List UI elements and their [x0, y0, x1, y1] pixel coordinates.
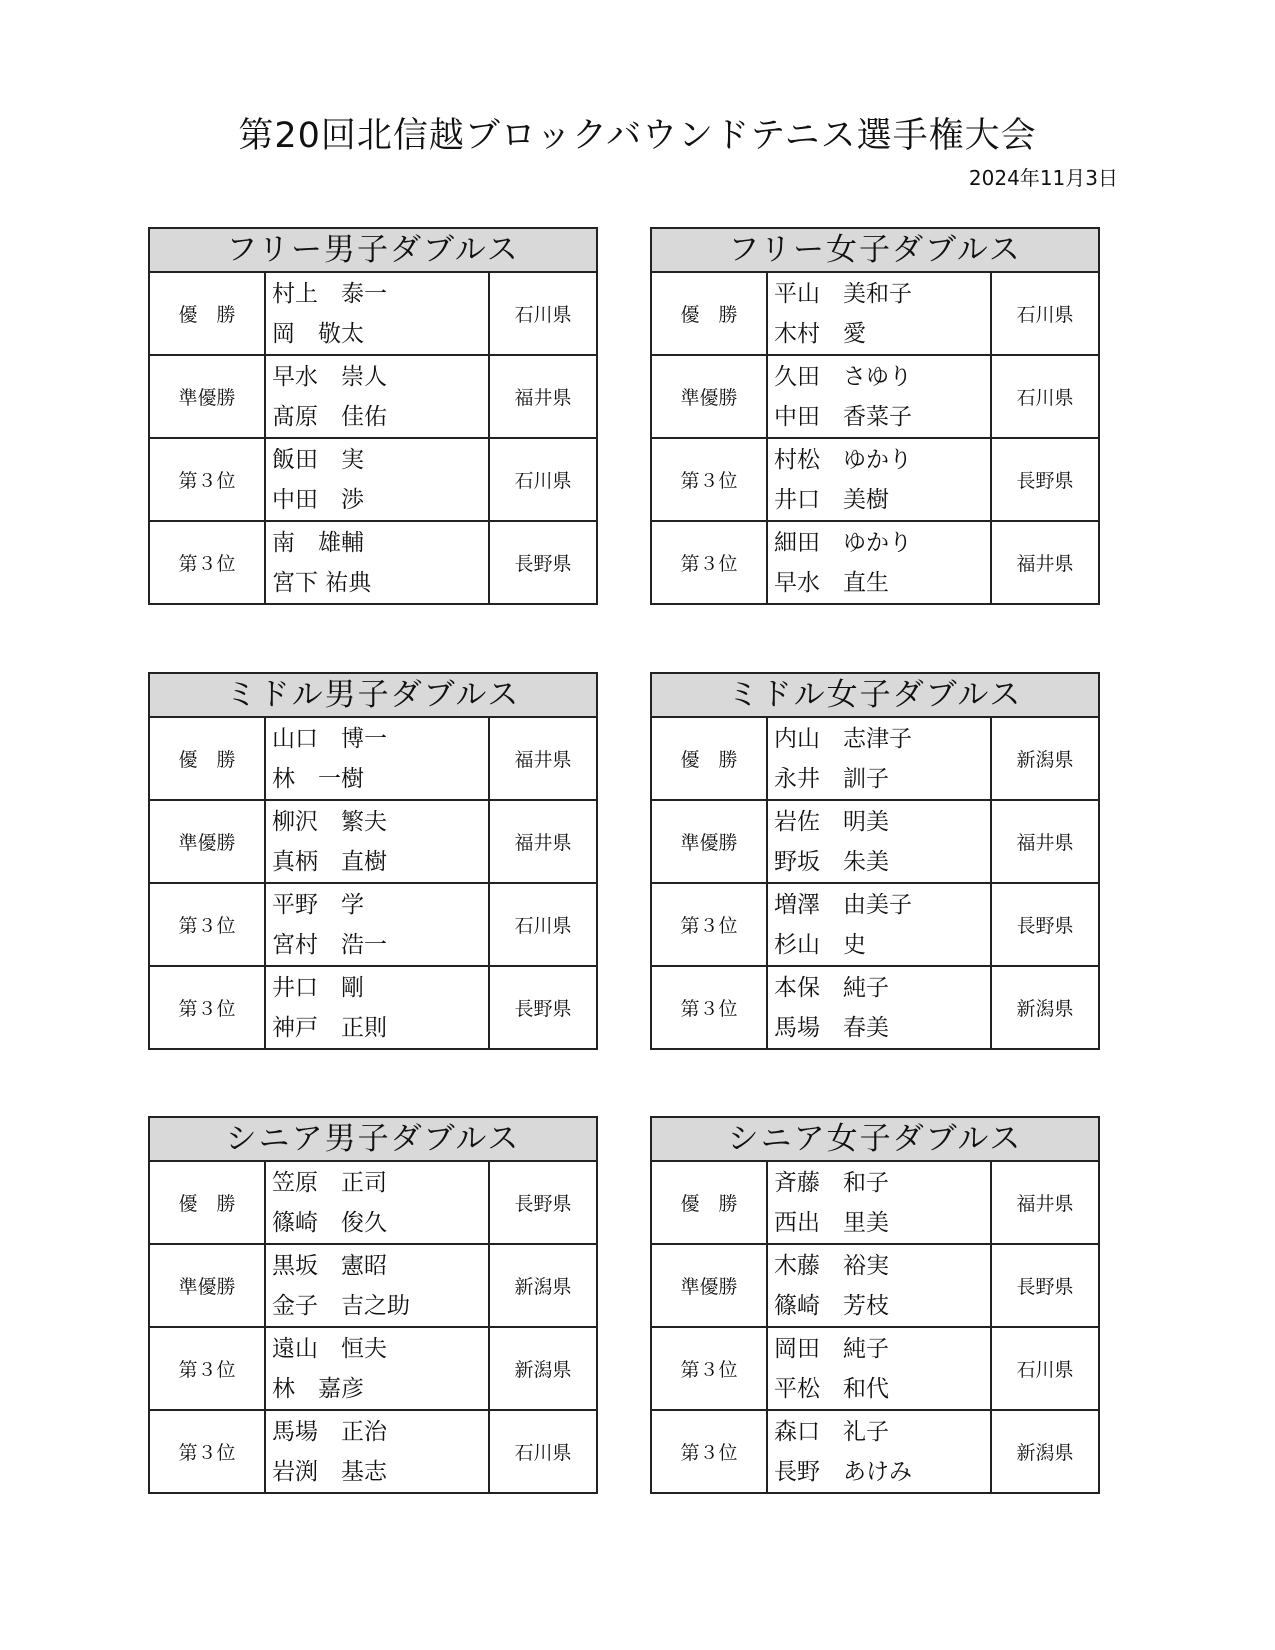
- player-name: 井口 美樹: [774, 486, 889, 513]
- rank-cell: 準優勝: [150, 355, 265, 438]
- table-row: [150, 273, 596, 355]
- rank-cell: 優 勝: [150, 1162, 265, 1244]
- table-row: [150, 718, 596, 800]
- table-row: [652, 273, 1098, 355]
- player-name: 木村 愛: [774, 320, 866, 347]
- table-row: [652, 718, 1098, 800]
- players-cell: [265, 521, 489, 603]
- players-cell: [767, 1327, 991, 1410]
- rank-cell: 準優勝: [652, 1244, 767, 1327]
- player-name: 村上 泰一: [272, 280, 387, 307]
- player-name: 馬場 正治: [272, 1418, 387, 1445]
- table-row: [150, 355, 596, 438]
- players-cell: [265, 966, 489, 1048]
- prefecture-cell: 福井県: [991, 800, 1098, 883]
- results-table: [652, 273, 1098, 603]
- table-title: ミドル女子ダブルス: [652, 674, 1098, 718]
- player-name: 篠崎 俊久: [272, 1209, 387, 1236]
- prefecture-cell: 新潟県: [991, 1410, 1098, 1492]
- players-cell: [265, 1162, 489, 1244]
- senior-women-doubles-table: [650, 1116, 1100, 1494]
- prefecture-cell: 新潟県: [489, 1327, 596, 1410]
- table-row: [150, 966, 596, 1048]
- players-cell: [767, 438, 991, 521]
- table-row: [652, 438, 1098, 521]
- players-cell: [265, 800, 489, 883]
- player-name: 岩佐 明美: [774, 808, 889, 835]
- page-title: 第20回北信越ブロックバウンドテニス選手権大会: [238, 116, 1037, 156]
- prefecture-cell: 長野県: [991, 1244, 1098, 1327]
- table-row: [652, 1162, 1098, 1244]
- player-name: 金子 吉之助: [272, 1292, 410, 1319]
- player-name: 岩渕 基志: [272, 1458, 387, 1485]
- player-name: 野坂 朱美: [774, 848, 889, 875]
- prefecture-cell: 石川県: [489, 883, 596, 966]
- player-name: 斉藤 和子: [774, 1169, 889, 1196]
- player-name: 平山 美和子: [774, 280, 912, 307]
- prefecture-cell: 長野県: [991, 438, 1098, 521]
- rank-cell: 第３位: [652, 1410, 767, 1492]
- player-name: 神戸 正則: [272, 1014, 387, 1041]
- results-table: [150, 718, 596, 1048]
- rank-cell: 準優勝: [150, 1244, 265, 1327]
- table-title: フリー男子ダブルス: [150, 229, 596, 273]
- player-name: 西出 里美: [774, 1209, 889, 1236]
- table-row: [150, 1410, 596, 1492]
- players-cell: [265, 273, 489, 355]
- rank-cell: 準優勝: [652, 355, 767, 438]
- prefecture-cell: 長野県: [489, 966, 596, 1048]
- table-row: [652, 966, 1098, 1048]
- rank-cell: 第３位: [150, 966, 265, 1048]
- players-cell: [767, 718, 991, 800]
- player-name: 笠原 正司: [272, 1169, 387, 1196]
- player-name: 本保 純子: [774, 974, 889, 1001]
- rank-cell: 第３位: [150, 1410, 265, 1492]
- rank-cell: 第３位: [150, 438, 265, 521]
- rank-cell: 優 勝: [652, 1162, 767, 1244]
- rank-cell: 準優勝: [150, 800, 265, 883]
- players-cell: [265, 1244, 489, 1327]
- rank-cell: 第３位: [652, 883, 767, 966]
- player-name: 早水 直生: [774, 569, 889, 596]
- player-name: 宮村 浩一: [272, 931, 387, 958]
- results-table: [652, 1162, 1098, 1492]
- player-name: 宮下 祐典: [272, 569, 372, 596]
- rank-cell: 第３位: [150, 883, 265, 966]
- players-cell: [767, 355, 991, 438]
- players-cell: [767, 273, 991, 355]
- table-row: [652, 800, 1098, 883]
- table-row: [150, 1327, 596, 1410]
- rank-cell: 第３位: [652, 438, 767, 521]
- prefecture-cell: 長野県: [489, 521, 596, 603]
- results-table: [652, 718, 1098, 1048]
- player-name: 長野 あけみ: [774, 1458, 912, 1485]
- table-row: [652, 1244, 1098, 1327]
- players-cell: [767, 1162, 991, 1244]
- prefecture-cell: 長野県: [489, 1162, 596, 1244]
- table-row: [150, 1162, 596, 1244]
- table-row: [652, 883, 1098, 966]
- rank-cell: 優 勝: [652, 718, 767, 800]
- players-cell: [265, 1410, 489, 1492]
- player-name: 村松 ゆかり: [774, 446, 912, 473]
- prefecture-cell: 石川県: [991, 273, 1098, 355]
- player-name: 林 一樹: [272, 765, 364, 792]
- table-row: [150, 1244, 596, 1327]
- players-cell: [265, 438, 489, 521]
- table-row: [150, 438, 596, 521]
- player-name: 林 嘉彦: [272, 1375, 364, 1402]
- prefecture-cell: 石川県: [991, 1327, 1098, 1410]
- free-women-doubles-table: [650, 227, 1100, 605]
- prefecture-cell: 福井県: [991, 1162, 1098, 1244]
- middle-men-doubles-table: [148, 672, 598, 1050]
- rank-cell: 第３位: [150, 1327, 265, 1410]
- table-title: シニア男子ダブルス: [150, 1118, 596, 1162]
- prefecture-cell: 福井県: [489, 718, 596, 800]
- players-cell: [767, 1410, 991, 1492]
- table-row: [150, 883, 596, 966]
- prefecture-cell: 福井県: [489, 355, 596, 438]
- rank-cell: 第３位: [652, 521, 767, 603]
- middle-women-doubles-table: [650, 672, 1100, 1050]
- players-cell: [767, 883, 991, 966]
- player-name: 中田 渉: [272, 486, 364, 513]
- prefecture-cell: 石川県: [489, 1410, 596, 1492]
- player-name: 内山 志津子: [774, 725, 912, 752]
- table-row: [652, 521, 1098, 603]
- player-name: 杉山 史: [774, 931, 866, 958]
- prefecture-cell: 長野県: [991, 883, 1098, 966]
- player-name: 髙原 佳佑: [272, 403, 387, 430]
- table-row: [652, 1410, 1098, 1492]
- rank-cell: 優 勝: [150, 718, 265, 800]
- free-men-doubles-table: [148, 227, 598, 605]
- table-row: [150, 800, 596, 883]
- player-name: 馬場 春美: [774, 1014, 889, 1041]
- player-name: 早水 崇人: [272, 363, 387, 390]
- prefecture-cell: 新潟県: [991, 966, 1098, 1048]
- player-name: 井口 剛: [272, 974, 364, 1001]
- rank-cell: 優 勝: [150, 273, 265, 355]
- player-name: 平野 学: [272, 891, 364, 918]
- players-cell: [265, 1327, 489, 1410]
- player-name: 森口 礼子: [774, 1418, 889, 1445]
- prefecture-cell: 石川県: [489, 438, 596, 521]
- results-table: [150, 1162, 596, 1492]
- player-name: 岡 敬太: [272, 320, 364, 347]
- players-cell: [767, 521, 991, 603]
- player-name: 平松 和代: [774, 1375, 889, 1402]
- player-name: 山口 博一: [272, 725, 387, 752]
- player-name: 南 雄輔: [272, 529, 364, 556]
- table-row: [652, 355, 1098, 438]
- player-name: 飯田 実: [272, 446, 364, 473]
- player-name: 増澤 由美子: [774, 891, 912, 918]
- rank-cell: 第３位: [150, 521, 265, 603]
- senior-men-doubles-table: [148, 1116, 598, 1494]
- table-row: [652, 1327, 1098, 1410]
- player-name: 久田 さゆり: [774, 363, 912, 390]
- player-name: 黒坂 憲昭: [272, 1252, 387, 1279]
- prefecture-cell: 石川県: [489, 273, 596, 355]
- prefecture-cell: 石川県: [991, 355, 1098, 438]
- player-name: 木藤 裕実: [774, 1252, 889, 1279]
- rank-cell: 第３位: [652, 966, 767, 1048]
- event-date: 2024年11月3日: [968, 166, 1118, 190]
- results-table: [150, 273, 596, 603]
- player-name: 永井 訓子: [774, 765, 889, 792]
- players-cell: [265, 718, 489, 800]
- players-cell: [767, 1244, 991, 1327]
- prefecture-cell: 新潟県: [991, 718, 1098, 800]
- rank-cell: 準優勝: [652, 800, 767, 883]
- table-title: シニア女子ダブルス: [652, 1118, 1098, 1162]
- prefecture-cell: 新潟県: [489, 1244, 596, 1327]
- prefecture-cell: 福井県: [991, 521, 1098, 603]
- players-cell: [767, 966, 991, 1048]
- player-name: 篠崎 芳枝: [774, 1292, 889, 1319]
- table-title: フリー女子ダブルス: [652, 229, 1098, 273]
- rank-cell: 第３位: [652, 1327, 767, 1410]
- prefecture-cell: 福井県: [489, 800, 596, 883]
- player-name: 真柄 直樹: [272, 848, 387, 875]
- player-name: 細田 ゆかり: [774, 529, 912, 556]
- table-title: ミドル男子ダブルス: [150, 674, 596, 718]
- rank-cell: 優 勝: [652, 273, 767, 355]
- players-cell: [265, 883, 489, 966]
- players-cell: [767, 800, 991, 883]
- player-name: 遠山 恒夫: [272, 1335, 387, 1362]
- player-name: 中田 香菜子: [774, 403, 912, 430]
- table-row: [150, 521, 596, 603]
- players-cell: [265, 355, 489, 438]
- player-name: 岡田 純子: [774, 1335, 889, 1362]
- player-name: 柳沢 繁夫: [272, 808, 387, 835]
